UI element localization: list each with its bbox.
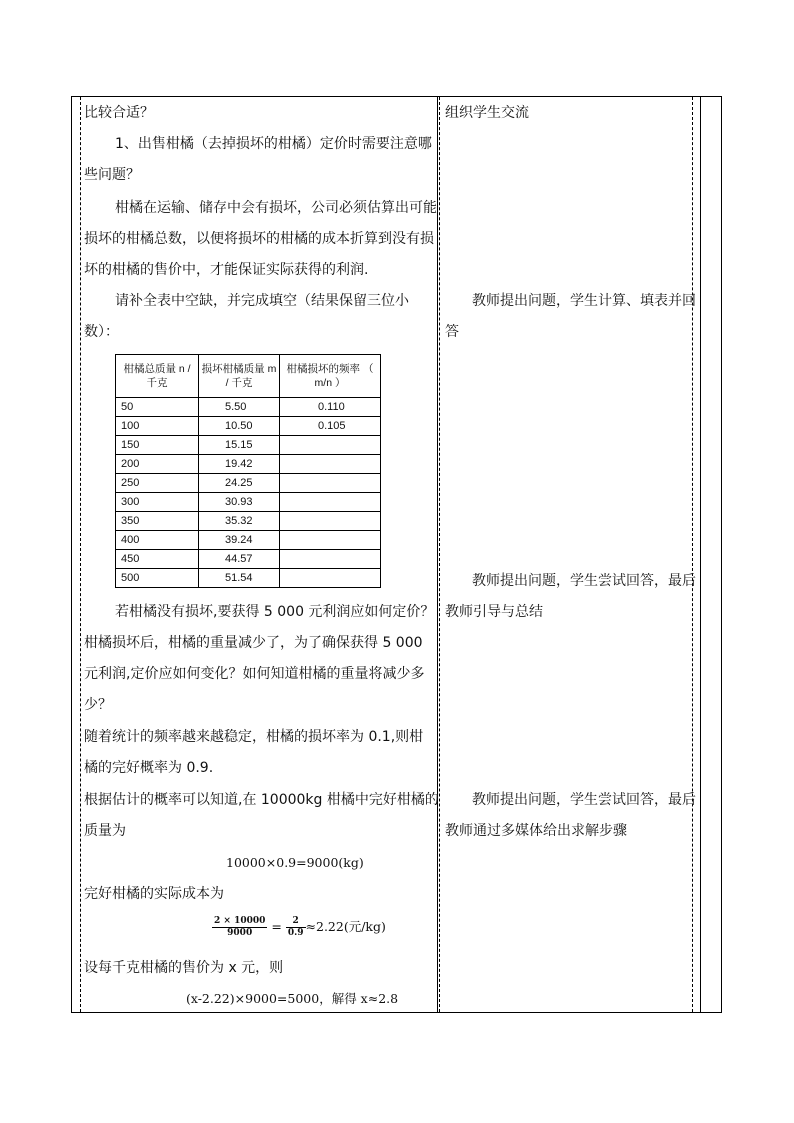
teaching-note: 教师引导与总结	[445, 604, 543, 620]
table-cell: 500	[116, 569, 199, 588]
table-cell: 150	[116, 436, 199, 455]
table-row	[116, 531, 381, 550]
paragraph-line: 若柑橘没有损坏,要获得 5 000 元利润应如何定价？	[115, 604, 435, 620]
table-cell: 44.57	[199, 550, 280, 569]
right-column-divider	[700, 97, 701, 1012]
teaching-note: 组织学生交流	[445, 105, 529, 121]
paragraph-line: 坏的柑橘的售价中，才能保证实际获得的利润.	[84, 262, 369, 278]
table-cell	[280, 531, 381, 550]
paragraph-line: 完好柑橘的实际成本为	[84, 886, 224, 902]
paragraph-line: 损坏的柑橘总数，以便将损坏的柑橘的成本折算到没有损	[84, 231, 434, 247]
table-cell	[280, 569, 381, 588]
paragraph-line: 元利润,定价应如何变化？如何知道柑橘的重量将减少多	[84, 666, 425, 682]
teaching-note: 教师通过多媒体给出求解步骤	[445, 823, 627, 839]
table-cell: 51.54	[199, 569, 280, 588]
middle-dashed-border	[439, 97, 440, 1012]
fraction: $\frac{2 \times 10000}{9000}$	[214, 916, 266, 938]
paragraph-line: 随着统计的频率越来越稳定，柑橘的损坏率为 0.1,则柑	[84, 729, 424, 745]
table-cell: 5.50	[199, 398, 280, 417]
table-cell: 250	[116, 474, 199, 493]
table-cell: 450	[116, 550, 199, 569]
equation-price: (x-2.22)×9000=5000，解得 x≈2.8	[186, 991, 399, 1006]
table-cell: 100	[116, 417, 199, 436]
table-cell: 24.25	[199, 474, 280, 493]
table-cell: 200	[116, 455, 199, 474]
teaching-note: 教师提出问题，学生尝试回答，最后	[472, 792, 696, 808]
equation-cost: $\frac{2 \times 10000}{9000}$ = $\frac{2}{0.9}$ ≈2.22(元/kg)	[214, 916, 386, 938]
table-row	[116, 474, 381, 493]
paragraph-line: 设每千克柑橘的售价为 x 元，则	[84, 960, 284, 976]
paragraph-line: 根据估计的概率可以知道,在 10000kg 柑橘中完好柑橘的	[84, 792, 439, 808]
question-line: 些问题？	[84, 167, 140, 183]
table-cell: 0.105	[280, 417, 381, 436]
paragraph-line: 数）：	[84, 324, 119, 340]
question-line: 1、出售柑橘（去掉损坏的柑橘）定价时需要注意哪	[115, 136, 432, 152]
table-cell: 35.32	[199, 512, 280, 531]
table-row	[116, 550, 381, 569]
table-row	[116, 569, 381, 588]
table-row	[116, 493, 381, 512]
table-cell: 19.42	[199, 455, 280, 474]
table-cell: 350	[116, 512, 199, 531]
table-cell	[280, 474, 381, 493]
table-cell: 400	[116, 531, 199, 550]
table-row	[116, 436, 381, 455]
table-cell	[280, 550, 381, 569]
frequency-table	[115, 354, 381, 588]
column-divider	[437, 97, 438, 1012]
table-cell: 300	[116, 493, 199, 512]
teaching-note: 答	[445, 324, 459, 340]
paragraph-line: 质量为	[84, 823, 126, 839]
table-cell	[280, 493, 381, 512]
paragraph-line: 柑橘在运输、储存中会有损坏，公司必须估算出可能	[115, 200, 437, 216]
table-cell: 15.15	[199, 436, 280, 455]
paragraph-line: 请补全表中空缺，并完成填空（结果保留三位小	[115, 293, 409, 309]
teaching-note: 教师提出问题，学生尝试回答，最后	[472, 573, 696, 589]
table-row	[116, 512, 381, 531]
table-cell	[280, 436, 381, 455]
right-dashed-border	[692, 97, 693, 1012]
teaching-note: 教师提出问题，学生计算、填表并回	[472, 293, 696, 309]
table-header-row	[116, 355, 381, 398]
table-cell: 50	[116, 398, 199, 417]
header-damaged-mass: 损坏柑橘质量 m / 千克	[199, 355, 280, 398]
table-cell: 0.110	[280, 398, 381, 417]
fraction: $\frac{2}{0.9}$	[287, 916, 304, 938]
header-total-mass: 柑橘总质量 n / 千克	[116, 355, 199, 398]
header-damage-frequency: 柑橘损坏的频率 （ m/n ）	[280, 355, 381, 398]
table-row	[116, 455, 381, 474]
table-row	[116, 417, 381, 436]
table-cell	[280, 455, 381, 474]
table-cell: 10.50	[199, 417, 280, 436]
table-row	[116, 398, 381, 417]
equation-mass: 10000×0.9=9000(kg)	[226, 855, 364, 870]
table-cell: 30.93	[199, 493, 280, 512]
table-cell: 39.24	[199, 531, 280, 550]
paragraph-line: 橘的完好概率为 0.9.	[84, 760, 214, 776]
paragraph-line: 少？	[84, 697, 112, 713]
left-dashed-border	[80, 97, 81, 1012]
paragraph-line: 柑橘损坏后，柑橘的重量减少了，为了确保获得 5 000	[84, 635, 423, 651]
paragraph-line: 比较合适？	[84, 105, 154, 121]
table-cell	[280, 512, 381, 531]
